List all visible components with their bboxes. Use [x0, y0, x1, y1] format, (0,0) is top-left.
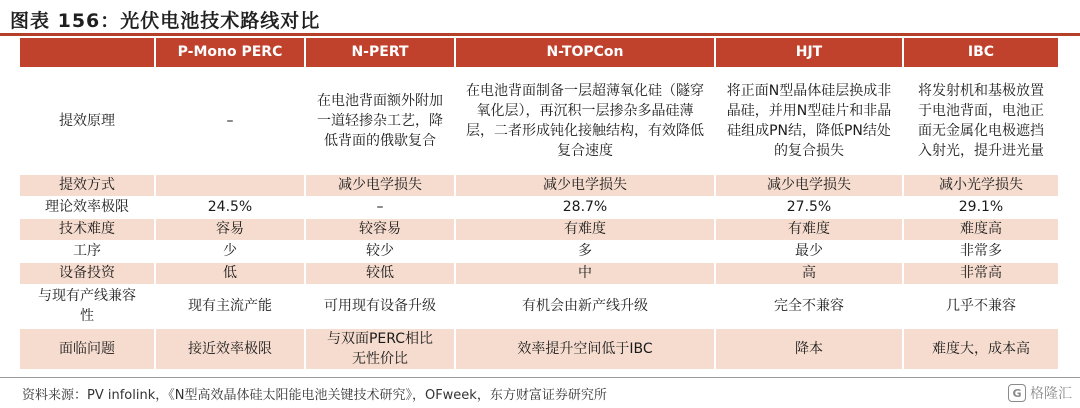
table-cell: 将正面N型晶体硅层换成非晶硅，并用N型硅片和非晶硅组成PN结，降低PN结处的复合损失 [715, 67, 903, 174]
header-cell-topcon: N-TOPCon [455, 38, 715, 67]
header-cell-ibc: IBC [903, 38, 1058, 67]
table-cell: 接近效率极限 [155, 328, 305, 369]
row-label: 面临问题 [20, 328, 155, 369]
table-cell: 减少电学损失 [305, 174, 455, 196]
table-cell: 较低 [305, 262, 455, 284]
table-cell: 在电池背面额外附加一道轻掺杂工艺，降低背面的俄歇复合 [305, 67, 455, 174]
table-cell: 较少 [305, 240, 455, 262]
footer-rule [0, 377, 1080, 378]
row-label: 设备投资 [20, 262, 155, 284]
table-cell: 最少 [715, 240, 903, 262]
table-cell: – [305, 196, 455, 218]
table-cell: 29.1% [903, 196, 1058, 218]
table-cell: 可用现有设备升级 [305, 284, 455, 328]
source-note: 资料来源：PV infolink，《N型高效晶体硅太阳能电池关键技术研究》，OFweek，东方财富证券研究所 [22, 388, 607, 403]
table-cell: 非常多 [903, 240, 1058, 262]
table-cell: 低 [155, 262, 305, 284]
table-cell: 27.5% [715, 196, 903, 218]
header-cell-hjt: HJT [715, 38, 903, 67]
page-title: 图表 156：光伏电池技术路线对比 [10, 10, 321, 32]
table-cell: 减少电学损失 [715, 174, 903, 196]
table-row [20, 174, 1058, 196]
table-cell: 减少电学损失 [455, 174, 715, 196]
table-cell: 有难度 [455, 218, 715, 240]
title-bar [0, 0, 1080, 34]
table-cell: 减小光学损失 [903, 174, 1058, 196]
table-row [20, 284, 1058, 328]
table-cell: 效率提升空间低于IBC [455, 328, 715, 369]
table-row [20, 328, 1058, 369]
table-cell: 多 [455, 240, 715, 262]
table-row [20, 218, 1058, 240]
watermark-text: 格隆汇 [1030, 386, 1072, 402]
table-cell: 与双面PERC相比无性价比 [305, 328, 455, 369]
header-cell-blank [20, 38, 155, 67]
table-row [20, 262, 1058, 284]
table-cell: 中 [455, 262, 715, 284]
row-label: 与现有产线兼容性 [20, 284, 155, 328]
row-label: 工序 [20, 240, 155, 262]
table-cell: 降本 [715, 328, 903, 369]
table-row [20, 196, 1058, 218]
table-cell: 非常高 [903, 262, 1058, 284]
table-cell: 难度高 [903, 218, 1058, 240]
row-label: 提效方式 [20, 174, 155, 196]
comparison-table [20, 38, 1058, 370]
header-cell-npert: N-PERT [305, 38, 455, 67]
watermark [1008, 382, 1072, 404]
table-cell: 28.7% [455, 196, 715, 218]
row-label: 提效原理 [20, 67, 155, 174]
header-cell-perc: P-Mono PERC [155, 38, 305, 67]
table-cell: 有机会由新产线升级 [455, 284, 715, 328]
row-label: 理论效率极限 [20, 196, 155, 218]
table-header-row [20, 38, 1058, 67]
table-cell: 少 [155, 240, 305, 262]
table-cell: 较容易 [305, 218, 455, 240]
table-cell: 在电池背面制备一层超薄氧化硅（隧穿氧化层），再沉积一层掺杂多晶硅薄层，二者形成钝化接触结构，有效降低复合速度 [455, 67, 715, 174]
gelonghui-logo-icon: G [1008, 384, 1026, 402]
table-cell: 难度大，成本高 [903, 328, 1058, 369]
table-row [20, 67, 1058, 174]
table-cell: 24.5% [155, 196, 305, 218]
table-cell: 有难度 [715, 218, 903, 240]
title-rule [0, 33, 1080, 36]
row-label: 技术难度 [20, 218, 155, 240]
table-cell: 容易 [155, 218, 305, 240]
table-cell: 将发射机和基极放置于电池背面，电池正面无金属化电极遮挡入射光，提升进光量 [903, 67, 1058, 174]
table-cell: 完全不兼容 [715, 284, 903, 328]
table-cell: 现有主流产能 [155, 284, 305, 328]
table-cell: 高 [715, 262, 903, 284]
table-cell [155, 174, 305, 196]
table-row [20, 240, 1058, 262]
table-cell: 几乎不兼容 [903, 284, 1058, 328]
table-cell: – [155, 67, 305, 174]
